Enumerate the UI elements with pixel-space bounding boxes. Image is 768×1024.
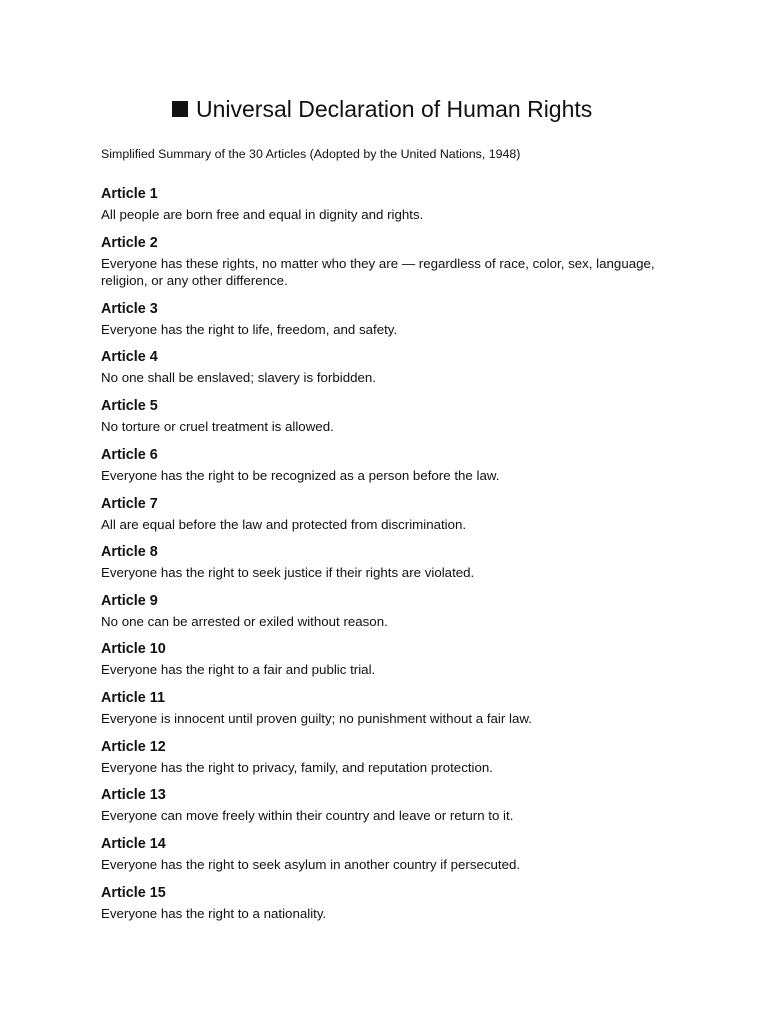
article-label — [101, 639, 172, 660]
article-label-text: Article 1 — [101, 186, 158, 202]
article-text: Everyone has the right to life, freedom, and safety. — [101, 322, 398, 337]
article-item — [101, 299, 701, 339]
article-label-text: Article 7 — [101, 496, 158, 512]
article-label-text: Article 3 — [101, 301, 158, 317]
article-item — [101, 639, 701, 679]
article-label-text: Article 11 — [101, 690, 165, 706]
article-label — [101, 785, 172, 806]
article-label-text: Article 5 — [101, 398, 158, 414]
article-text: Everyone has the right to a nationality. — [101, 906, 327, 921]
article-label — [101, 445, 164, 466]
title-text: Universal Declaration of Human Rights — [196, 95, 593, 122]
article-label-text: Article 4 — [101, 349, 158, 365]
article-item — [101, 396, 701, 436]
article-text: No one can be arrested or exiled without reason. — [101, 614, 388, 629]
article-text: Everyone has the right to be recognized as a person before the law. — [101, 468, 500, 483]
article-label — [101, 542, 164, 563]
article-item — [101, 688, 701, 728]
article-item — [101, 834, 701, 874]
page-subtitle: Simplified Summary of the 30 Articles (Adopted by the United Nations, 1948) — [101, 147, 521, 161]
article-label-text: Article 13 — [101, 787, 166, 803]
article-text: All are equal before the law and protected from discrimination. — [101, 517, 467, 532]
article-label-text: Article 14 — [101, 836, 166, 852]
article-text: Everyone is innocent until proven guilty; no punishment without a fair law. — [101, 711, 532, 726]
article-item — [101, 233, 701, 289]
article-label — [101, 396, 164, 417]
article-item — [101, 883, 701, 923]
article-text: Everyone has the right to seek asylum in another country if persecuted. — [101, 857, 521, 872]
article-label-text: Article 12 — [101, 739, 166, 755]
article-item — [101, 184, 701, 224]
article-label-text: Article 9 — [101, 593, 158, 609]
article-label-text: Article 2 — [101, 235, 158, 251]
article-text: Everyone can move freely within their country and leave or return to it. — [101, 808, 514, 823]
article-label-text: Article 6 — [101, 447, 158, 463]
article-label — [101, 184, 164, 205]
article-label — [101, 494, 164, 515]
article-label — [101, 834, 172, 855]
article-text: All people are born free and equal in dignity and rights. — [101, 207, 424, 222]
article-text: Everyone has the right to a fair and public trial. — [101, 662, 376, 677]
article-label — [101, 688, 171, 709]
article-label — [101, 883, 172, 904]
article-item — [101, 737, 701, 777]
article-text: Everyone has the right to privacy, family, and reputation protection. — [101, 760, 493, 775]
article-text: No torture or cruel treatment is allowed. — [101, 419, 334, 434]
black-square-icon — [172, 101, 188, 117]
article-label-text: Article 15 — [101, 885, 166, 901]
article-text: No one shall be enslaved; slavery is forbidden. — [101, 370, 376, 385]
article-item — [101, 591, 701, 631]
article-text: Everyone has the right to seek justice if their rights are violated. — [101, 565, 475, 580]
article-item — [101, 347, 701, 387]
article-item — [101, 445, 701, 485]
article-label — [101, 737, 172, 758]
article-text: Everyone has these rights, no matter who they are — regardless of race, color, sex, language, religion, or any other difference. — [101, 256, 655, 288]
article-item — [101, 542, 701, 582]
article-label — [101, 591, 164, 612]
article-item — [101, 494, 701, 534]
article-label — [101, 347, 164, 368]
article-label — [101, 299, 164, 320]
page-title — [172, 94, 592, 124]
article-label-text: Article 8 — [101, 544, 158, 560]
article-label-text: Article 10 — [101, 641, 166, 657]
article-label — [101, 233, 164, 254]
article-item — [101, 785, 701, 825]
